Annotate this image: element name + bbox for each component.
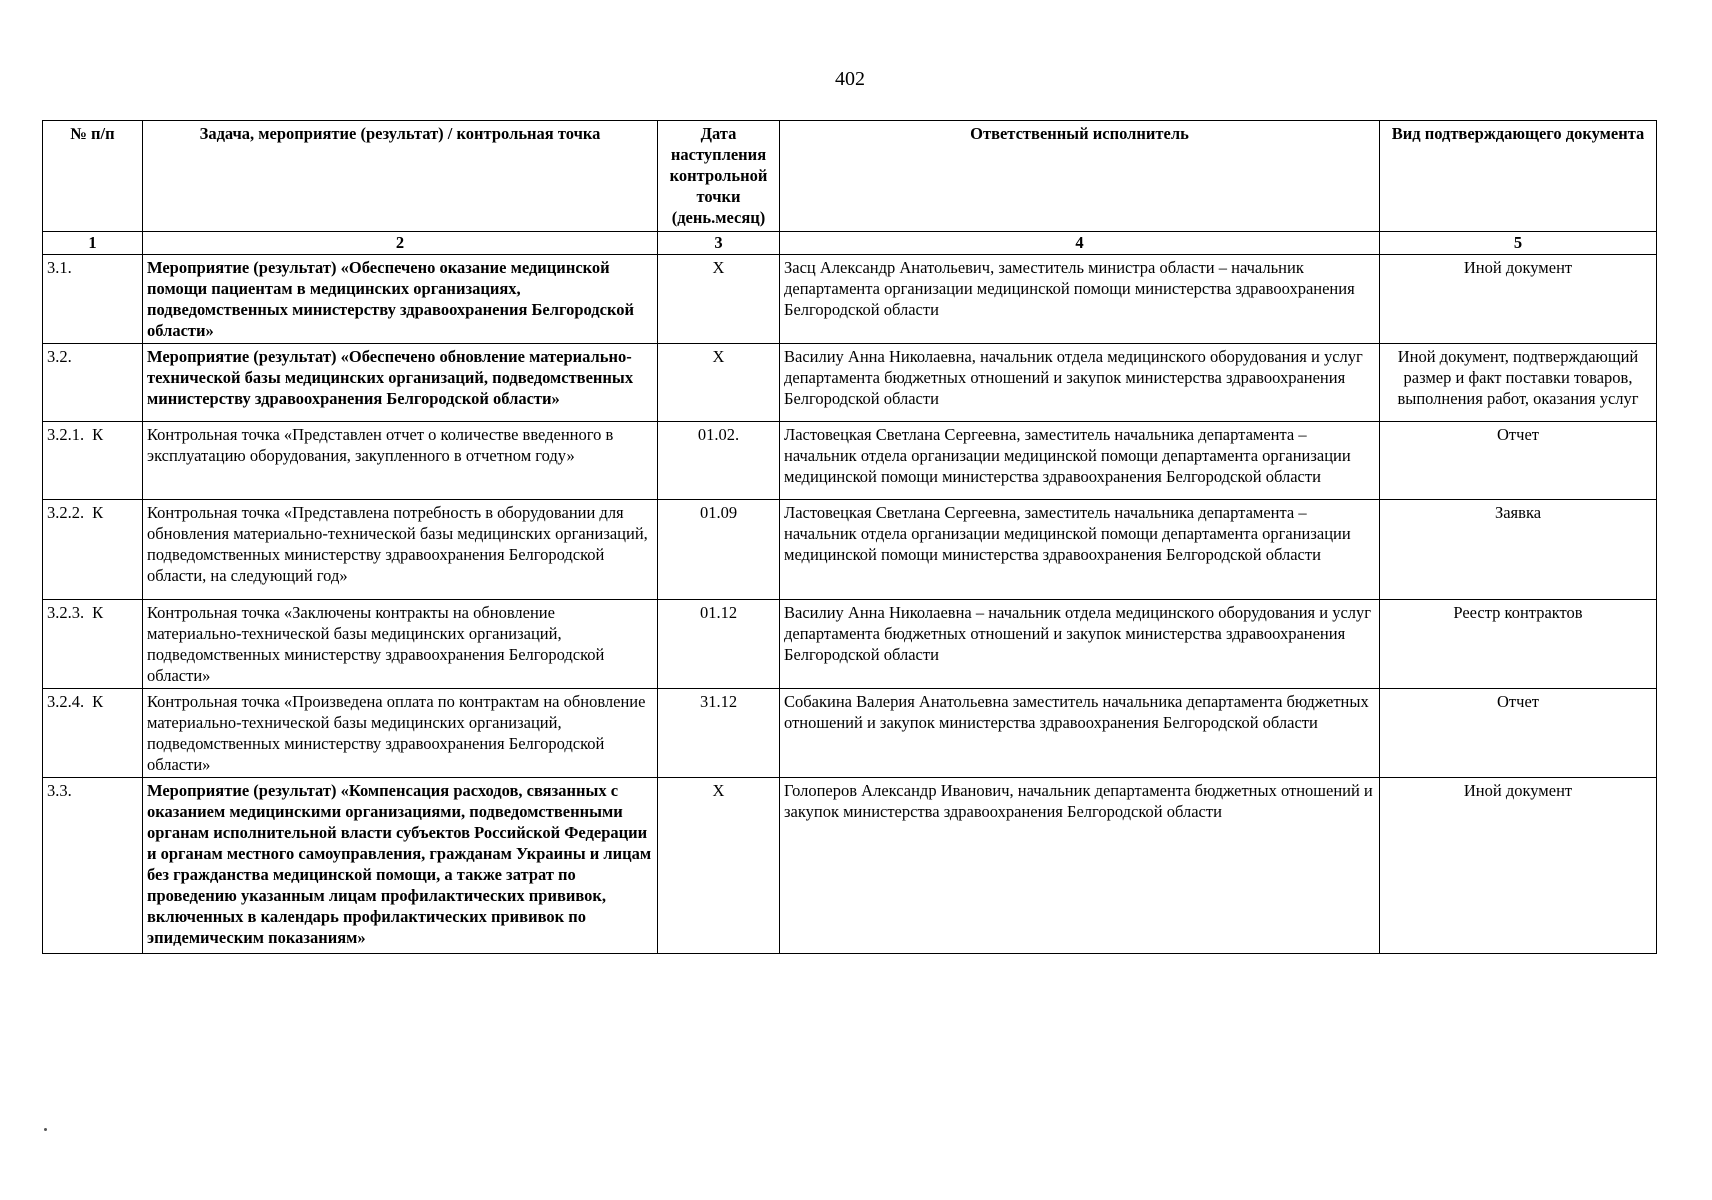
responsible-executor: Василиу Анна Николаевна, начальник отдела медицинского оборудования и услуг департамента бюджетных отношений и закупок министерства здравоохранения Белгородской области: [780, 344, 1380, 422]
scan-speck: [44, 1128, 47, 1131]
row-number-value: 3.2.3.: [47, 603, 85, 622]
column-index: 2: [143, 232, 658, 255]
row-number: [43, 778, 143, 954]
row-number-value: 3.1.: [47, 258, 72, 277]
table-header-row: [43, 121, 1657, 232]
control-points-table: [42, 120, 1657, 954]
table-row: [43, 778, 1657, 954]
responsible-executor: Собакина Валерия Анатольевна заместитель начальника департамента бюджетных отношений и закупок министерства здравоохранения Белгородской области: [780, 689, 1380, 778]
control-point-marker: К: [92, 425, 104, 444]
table-row: [43, 422, 1657, 500]
row-number-value: 3.2.4.: [47, 692, 85, 711]
header-number: № п/п: [43, 121, 143, 232]
column-index: 1: [43, 232, 143, 255]
control-date: X: [658, 778, 780, 954]
document-type: Иной документ: [1380, 778, 1657, 954]
responsible-executor: Ластовецкая Светлана Сергеевна, заместитель начальника департамента – начальник отдела организации медицинской помощи департамента организации медицинской помощи министерства здравоохранения Белгородской области: [780, 500, 1380, 600]
row-number: [43, 344, 143, 422]
responsible-executor: Голоперов Александр Иванович, начальник департамента бюджетных отношений и закупок министерства здравоохранения Белгородской области: [780, 778, 1380, 954]
table-row: [43, 500, 1657, 600]
table-row: [43, 689, 1657, 778]
table-row: [43, 600, 1657, 689]
control-date: 01.12: [658, 600, 780, 689]
header-executor: Ответственный исполнитель: [780, 121, 1380, 232]
row-number: [43, 600, 143, 689]
table-row: [43, 255, 1657, 344]
row-number: [43, 500, 143, 600]
task-text: Контрольная точка «Произведена оплата по контрактам на обновление материально-технической базы медицинских организаций, подведомственных министерству здравоохранения Белгородской области»: [143, 689, 658, 778]
row-number: [43, 689, 143, 778]
page-number: 402: [835, 68, 865, 90]
row-number-value: 3.2.1.: [47, 425, 85, 444]
document-type: Отчет: [1380, 689, 1657, 778]
column-index-row: [43, 232, 1657, 255]
header-document: Вид подтверждающего документа: [1380, 121, 1657, 232]
document-type: Заявка: [1380, 500, 1657, 600]
row-number-value: 3.2.2.: [47, 503, 85, 522]
control-date: X: [658, 344, 780, 422]
responsible-executor: Василиу Анна Николаевна – начальник отдела медицинского оборудования и услуг департамента бюджетных отношений и закупок министерства здравоохранения Белгородской области: [780, 600, 1380, 689]
control-date: 01.02.: [658, 422, 780, 500]
control-point-marker: К: [92, 603, 104, 622]
control-date: 31.12: [658, 689, 780, 778]
column-index: 3: [658, 232, 780, 255]
task-text: Мероприятие (результат) «Компенсация расходов, связанных с оказанием медицинскими организациями, подведомственными органам исполнительной власти субъектов Российской Федерации и органам местного самоуправления, гражданам Украины и лицам без гражданства медицинской помощи, а также затрат по проведению указанным лицам профилактических прививок, включенных в календарь профилактических прививок по эпидемическим показаниям»: [143, 778, 658, 954]
row-number-value: 3.3.: [47, 781, 72, 800]
table-row: [43, 344, 1657, 422]
task-text: Контрольная точка «Заключены контракты на обновление материально-технической базы медицинских организаций, подведомственных министерству здравоохранения Белгородской области»: [143, 600, 658, 689]
document-type: Иной документ, подтверждающий размер и факт поставки товаров, выполнения работ, оказания услуг: [1380, 344, 1657, 422]
document-type: Иной документ: [1380, 255, 1657, 344]
document-type: Реестр контрактов: [1380, 600, 1657, 689]
control-date: X: [658, 255, 780, 344]
responsible-executor: Засц Александр Анатольевич, заместитель министра области – начальник департамента организации медицинской помощи министерства здравоохранения Белгородской области: [780, 255, 1380, 344]
row-number: [43, 422, 143, 500]
control-point-marker: К: [92, 692, 104, 711]
control-point-marker: К: [92, 503, 104, 522]
header-date: Дата наступления контрольной точки (день.месяц): [658, 121, 780, 232]
column-index: 5: [1380, 232, 1657, 255]
responsible-executor: Ластовецкая Светлана Сергеевна, заместитель начальника департамента – начальник отдела организации медицинской помощи департамента организации медицинской помощи министерства здравоохранения Белгородской области: [780, 422, 1380, 500]
row-number-value: 3.2.: [47, 347, 72, 366]
column-index: 4: [780, 232, 1380, 255]
task-text: Контрольная точка «Представлена потребность в оборудовании для обновления материально-технической базы медицинских организаций, подведомственных министерству здравоохранения Белгородской области, на следующий год»: [143, 500, 658, 600]
document-type: Отчет: [1380, 422, 1657, 500]
task-text: Мероприятие (результат) «Обеспечено обновление материально-технической базы медицинских организаций, подведомственных министерству здравоохранения Белгородской области»: [143, 344, 658, 422]
task-text: Контрольная точка «Представлен отчет о количестве введенного в эксплуатацию оборудования, закупленного в отчетном году»: [143, 422, 658, 500]
row-number: [43, 255, 143, 344]
control-date: 01.09: [658, 500, 780, 600]
header-task: Задача, мероприятие (результат) / контрольная точка: [143, 121, 658, 232]
task-text: Мероприятие (результат) «Обеспечено оказание медицинской помощи пациентам в медицинских организациях, подведомственных министерству здравоохранения Белгородской области»: [143, 255, 658, 344]
